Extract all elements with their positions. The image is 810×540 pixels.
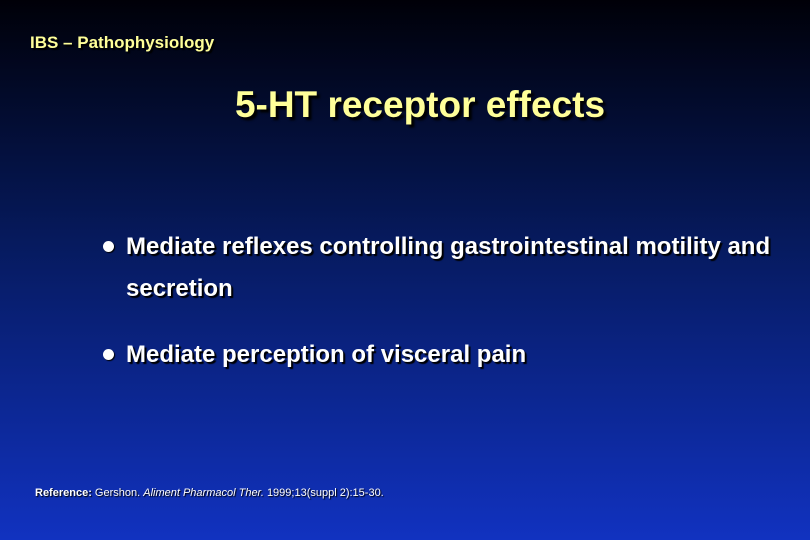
bullet-text: Mediate reflexes controlling gastrointestinal motility and secretion xyxy=(126,233,771,302)
reference xyxy=(35,487,384,499)
reference-journal: Aliment Pharmacol Ther. xyxy=(143,487,264,499)
bullet-dot-icon xyxy=(103,241,114,252)
bullet-text: Mediate perception of visceral pain xyxy=(126,341,527,368)
reference-author: Gershon. xyxy=(94,487,141,499)
reference-citation: 1999;13(suppl 2):15-30. xyxy=(266,487,384,499)
section-label: IBS – Pathophysiology xyxy=(30,33,215,52)
bullet-dot-icon xyxy=(103,349,114,360)
bullet-item xyxy=(96,226,776,310)
bullet-list xyxy=(96,226,776,376)
bullet-item xyxy=(96,334,776,376)
slide-title: 5-HT receptor effects xyxy=(234,84,606,125)
reference-label: Reference: xyxy=(35,487,92,499)
